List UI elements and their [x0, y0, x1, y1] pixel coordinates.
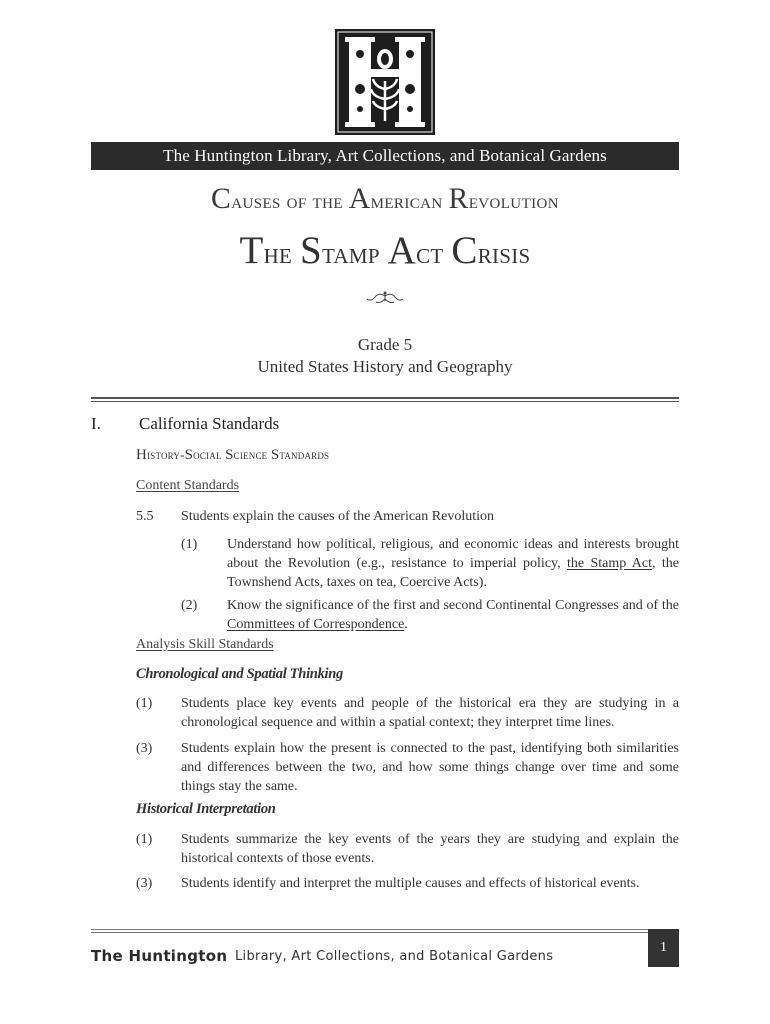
sub-standard-number: (1) — [181, 537, 198, 552]
skill-text: Students summarize the key events of the years they are studying and explain the historical contexts of those events. — [181, 832, 679, 866]
footer-institution: Library, Art Collections, and Botanical Gardens — [235, 949, 554, 964]
grade-level: Grade 5 — [357, 335, 413, 354]
institution-banner: The Huntington Library, Art Collections, and Botanical Gardens — [91, 142, 679, 170]
huntington-h-logo — [335, 29, 435, 135]
subject-title: United States History and Geography — [257, 357, 513, 376]
sub-standard-text: Know the significance of the first and second Continental Congresses and of the Committees of Correspondence. — [227, 598, 679, 632]
standard-number: 5.5 — [136, 509, 154, 524]
footer-divider — [91, 929, 648, 933]
sub-standard-text: Understand how political, religious, and economic ideas and interests brought about the Revolution (e.g., resistance to imperial policy, the Stamp Act, the Townshend Acts, taxes on tea, Coercive Acts). — [227, 537, 679, 590]
skill-text: Students place key events and people of the historical era they are studying in a chronological sequence and within a spatial context; they interpret time lines. — [181, 696, 679, 730]
stamp-act-link[interactable]: the Stamp Act — [566, 556, 653, 571]
section-number: I. — [91, 414, 101, 433]
skill-text: Students explain how the present is connected to the past, identifying both similarities and differences between the two, and how some things change over time and some things stay the same. — [181, 741, 679, 794]
skill-text: Students identify and interpret the multiple causes and effects of historical events. — [181, 876, 640, 891]
sub-standard-number: (2) — [181, 598, 198, 613]
page-number: 1 — [648, 929, 679, 967]
standard-text: Students explain the causes of the American Revolution — [181, 509, 494, 524]
skill-number: (1) — [136, 696, 153, 711]
document-subtitle: The Stamp Act Crisis — [239, 229, 531, 272]
chronological-heading: Chronological and Spatial Thinking — [136, 666, 343, 682]
content-standards-label: Content Standards — [136, 478, 240, 493]
analysis-skill-standards-label: Analysis Skill Standards — [136, 637, 274, 652]
document-title: Causes of the American Revolution — [211, 183, 559, 215]
skill-number: (1) — [136, 832, 153, 847]
footer-brand: The Huntington — [91, 947, 228, 965]
skill-number: (3) — [136, 741, 153, 756]
skill-number: (3) — [136, 876, 153, 891]
historical-interpretation-heading: Historical Interpretation — [136, 801, 276, 817]
standards-category-heading: History-Social Science Standards — [136, 447, 330, 463]
committees-of-correspondence-link[interactable]: Committees of Correspondence — [227, 617, 405, 632]
section-divider — [91, 397, 679, 402]
section-title: California Standards — [139, 414, 280, 433]
decorative-flourish-icon — [365, 290, 405, 306]
